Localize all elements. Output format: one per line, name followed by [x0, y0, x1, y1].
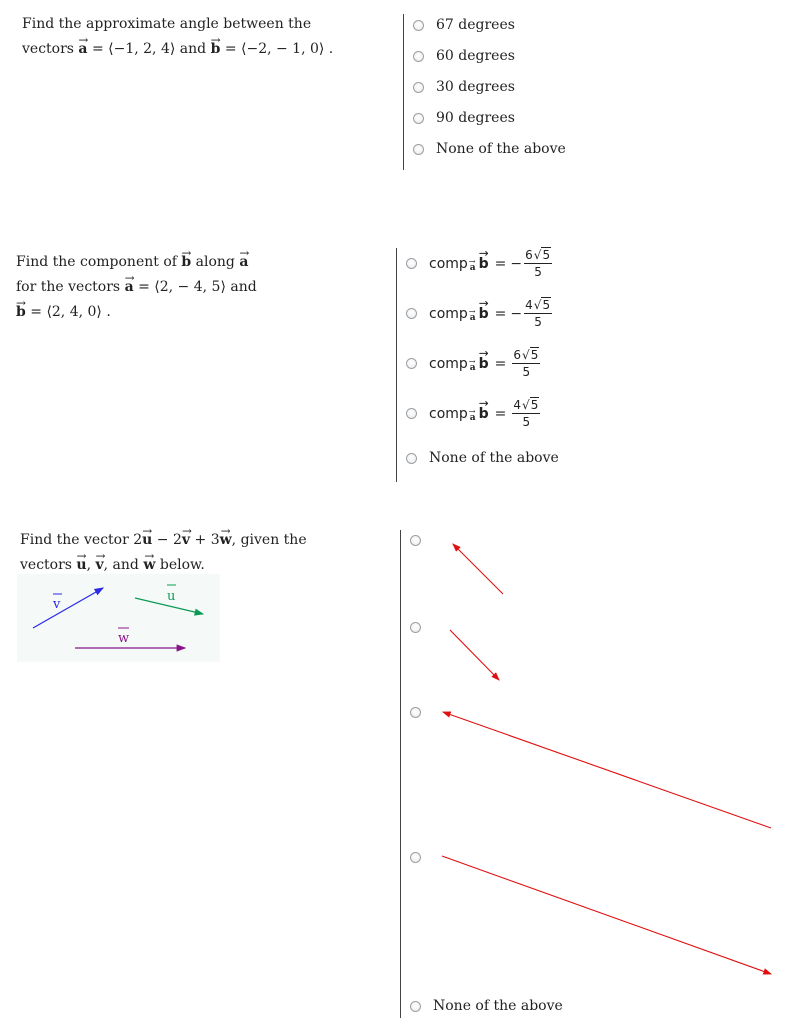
option-sign: −	[510, 305, 523, 322]
fraction: $\frac{6√5}{5}$	[513, 348, 539, 379]
vector-figure	[17, 574, 220, 662]
option-sign: −	[510, 255, 523, 272]
radio-button[interactable]	[410, 1001, 421, 1012]
q2-b-value: ⟨2, 4, 0⟩ .	[46, 304, 111, 320]
radio-button[interactable]	[406, 408, 417, 419]
fraction: $\frac{6√5}{5}$	[525, 248, 551, 279]
vector-b: b →	[16, 300, 26, 325]
label-v: v	[53, 597, 61, 612]
q2-a-value: ⟨2, − 4, 5⟩	[154, 279, 226, 295]
vector-v: v →	[96, 553, 104, 578]
radio-button[interactable]	[413, 51, 424, 62]
vector-u: u →	[142, 528, 152, 553]
q2-option-5[interactable]: None of the above	[406, 450, 559, 466]
vector-u: u →	[76, 553, 86, 578]
q2-text-line1: Find the component of b → along a →	[16, 250, 257, 275]
vector-w: w →	[220, 528, 232, 553]
vector-b: b →	[211, 37, 221, 62]
q1-divider	[403, 14, 404, 170]
radio-button[interactable]	[413, 82, 424, 93]
question-2-prompt	[16, 250, 257, 325]
q3-option-1-radio[interactable]	[410, 535, 421, 546]
q2-divider	[396, 248, 397, 482]
radio-button[interactable]	[413, 144, 424, 155]
vector-b: b →	[181, 250, 191, 275]
q2-option-2[interactable]: comp a → b → = − $\frac{4√5}{5}$	[406, 298, 552, 329]
q2-option-4[interactable]: comp a → b → = $\frac{4√5}{5}$	[406, 398, 540, 429]
q3-text-line2: vectors u →, v →, and w → below.	[20, 553, 307, 578]
option-4-arrow	[442, 856, 771, 974]
q2-option-1[interactable]: comp a → b → = − $\frac{6√5}{5}$	[406, 248, 552, 279]
question-3-prompt	[20, 528, 307, 578]
option-1-arrow	[453, 544, 503, 594]
q2-text-line2: for the vectors a → = ⟨2, − 4, 5⟩ and	[16, 275, 257, 300]
radio-button[interactable]	[406, 308, 417, 319]
q3-option-4-radio[interactable]	[410, 852, 421, 863]
q3-text-line1: Find the vector 2u → − 2v → + 3w →, given the	[20, 528, 307, 553]
fraction: $\frac{4√5}{5}$	[525, 298, 551, 329]
q3-divider	[400, 530, 401, 1018]
vector-w: w →	[143, 553, 155, 578]
vector-a: a →	[78, 37, 87, 62]
radio-button[interactable]	[413, 113, 424, 124]
question-1-prompt	[22, 12, 333, 62]
radio-button[interactable]	[406, 453, 417, 464]
fraction: $\frac{4√5}{5}$	[513, 398, 539, 429]
vector-figure-svg	[17, 574, 220, 662]
option-2-arrow	[450, 630, 499, 680]
q1-text-line1: Find the approximate angle between the	[22, 16, 312, 32]
q1-b-value: ⟨−2, − 1, 0⟩ .	[241, 41, 334, 57]
q2-option-3[interactable]: comp a → b → = $\frac{6√5}{5}$	[406, 348, 540, 379]
q1-option-2[interactable]: 60 degrees	[413, 48, 515, 64]
vector-a: a →	[125, 275, 134, 300]
q3-option-2-radio[interactable]	[410, 622, 421, 633]
q3-option-3-radio[interactable]	[410, 707, 421, 718]
vector-v-arrow	[33, 588, 103, 628]
q1-text-line2: vectors a → = ⟨−1, 2, 4⟩ and b → = ⟨−2, − 1, 0⟩ .	[22, 37, 333, 62]
vector-a: a →	[239, 250, 248, 275]
radio-button[interactable]	[406, 358, 417, 369]
q1-option-3[interactable]: 30 degrees	[413, 79, 515, 95]
q1-a-value: ⟨−1, 2, 4⟩	[108, 41, 176, 57]
radio-button[interactable]	[413, 20, 424, 31]
q2-text-line3: b → = ⟨2, 4, 0⟩ .	[16, 300, 257, 325]
option-3-arrow	[443, 712, 771, 828]
q1-option-4[interactable]: 90 degrees	[413, 110, 515, 126]
label-u: u	[167, 589, 176, 604]
vector-v: v →	[182, 528, 190, 553]
q1-option-1[interactable]: 67 degrees	[413, 17, 515, 33]
radio-button[interactable]	[406, 258, 417, 269]
q1-option-5[interactable]: None of the above	[413, 141, 566, 157]
q3-option-5[interactable]: None of the above	[410, 998, 563, 1014]
label-w: w	[118, 631, 130, 646]
